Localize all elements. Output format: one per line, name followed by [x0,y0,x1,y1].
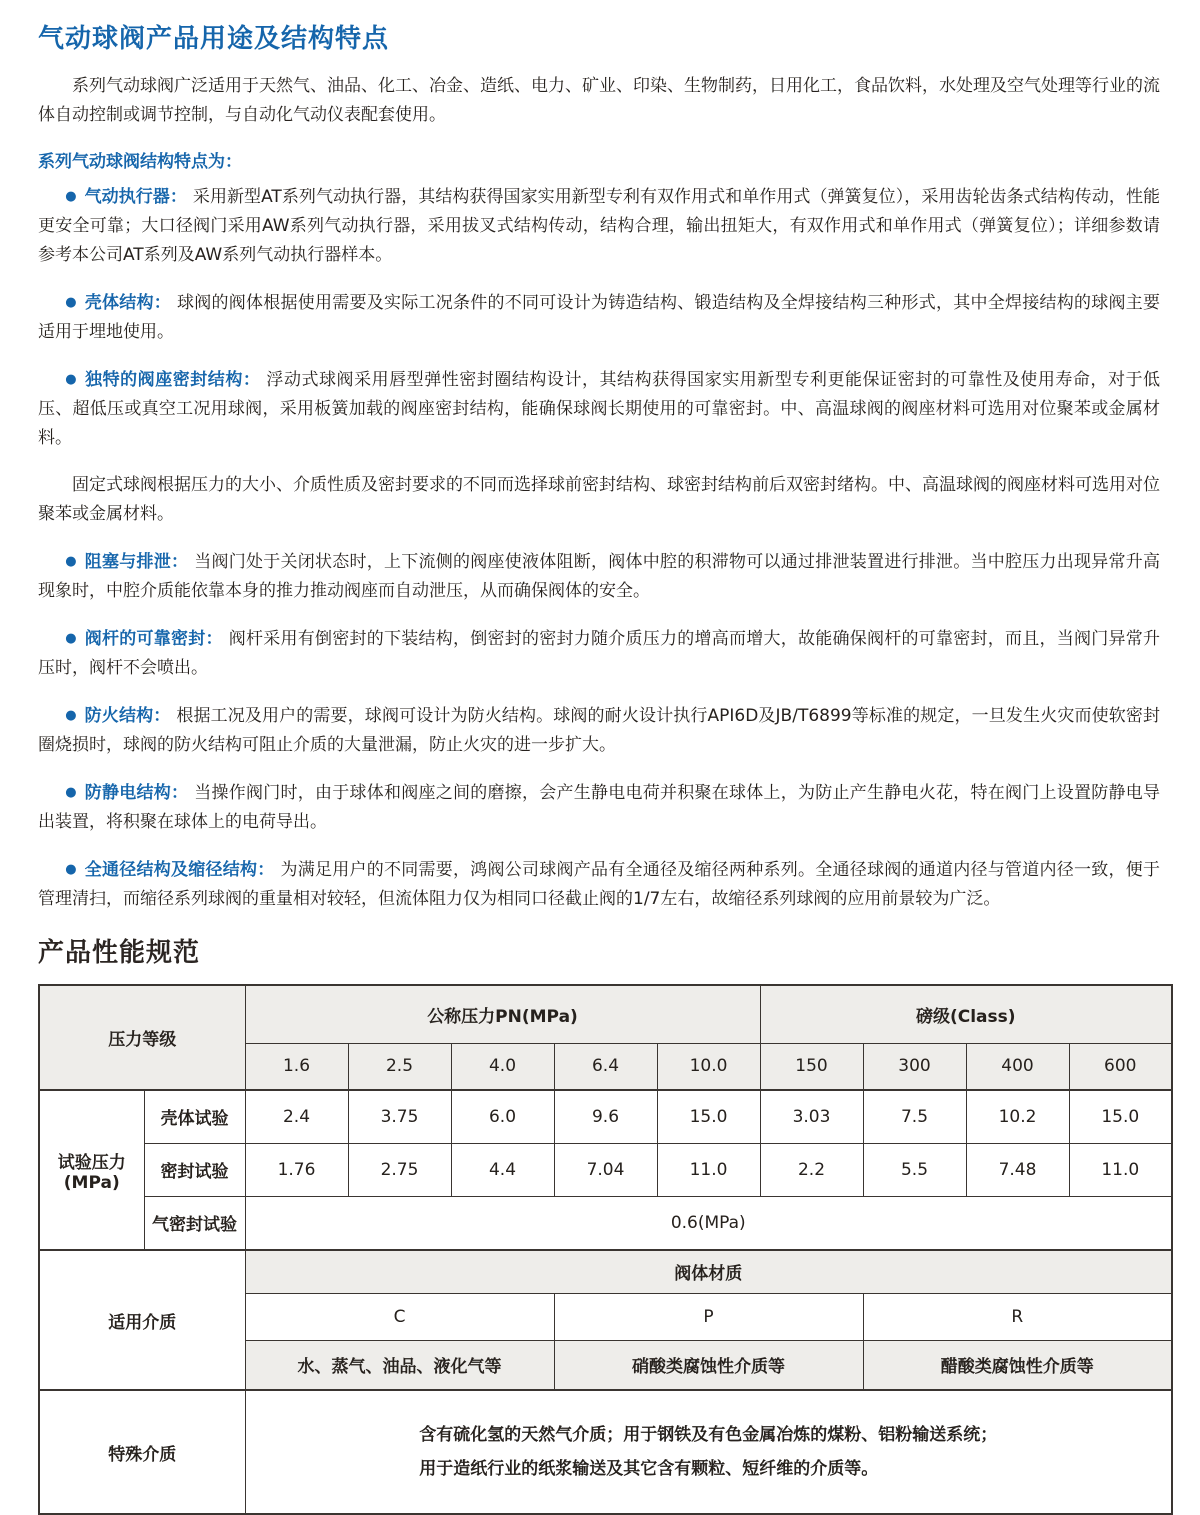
feature-text: 当操作阀门时，由于球体和阀座之间的磨擦，会产生静电电荷并积聚在球体上，为防止产生静电火花，特在阀门上设置防静电导出装置，将积聚在球体上的电荷导出。 [38,783,1161,832]
test-pressure-label-line2: (MPa) [63,1172,120,1193]
feature-label: 阻塞与排泄： [84,552,189,572]
bullet-icon: ● [65,862,77,877]
feature-text: 阀杆采用有倒密封的下装结构，倒密封的密封力随介质压力的增高而增大，故能确保阀杆的可靠密封，而且，当阀门异常升压时，阀杆不会喷出。 [38,629,1161,678]
class-header-cell: 磅级(Class) [760,985,1172,1043]
media-value-cell: 硝酸类腐蚀性介质等 [554,1340,863,1390]
test-pressure-label-line1: 试验压力 [57,1152,126,1173]
seal-test-label-cell: 密封试验 [144,1143,245,1196]
material-cell-c: C [245,1293,554,1340]
page-title: 气动球阀产品用途及结构特点 [38,24,390,54]
shell-test-value-cell: 6.0 [451,1090,554,1143]
table-row-air-seal-test [39,1196,1172,1250]
shell-test-value-cell: 2.4 [245,1090,348,1143]
material-cell-r: R [863,1293,1172,1340]
bullet-icon: ● [65,708,77,723]
shell-test-value-cell: 15.0 [1069,1090,1172,1143]
special-media-line: 含有硫化氢的天然气介质；用于钢铁及有色金属冶炼的煤粉、铝粉输送系统； [419,1425,998,1445]
shell-test-value-cell: 10.2 [966,1090,1069,1143]
class-value-cell: 400 [966,1043,1069,1090]
seal-test-value-cell: 4.4 [451,1143,554,1196]
features-heading: 系列气动球阀结构特点为： [38,152,242,172]
seal-test-value-cell: 1.76 [245,1143,348,1196]
feature-text: 采用新型AT系列气动执行器，其结构获得国家实用新型专利有双作用式和单作用式（弹簧复位），采用齿轮齿条式结构传动，性能更安全可靠；大口径阀门采用AW系列气动执行器，采用拔叉式结构传动，结构合理，输出扭矩大，有双作用式和单作用式（弹簧复位）；详细参数请参考本公司AT系列及AW系列气动执行器样本。 [38,187,1161,265]
shell-test-value-cell: 9.6 [554,1090,657,1143]
pn-value-cell: 1.6 [245,1043,348,1090]
special-media-value-cell [245,1390,1172,1514]
air-seal-test-label-cell: 气密封试验 [144,1196,245,1250]
media-value-cell: 水、蒸气、油品、液化气等 [245,1340,554,1390]
performance-spec-table [38,984,1173,1515]
class-value-cell: 150 [760,1043,863,1090]
feature-label: 壳体结构： [84,293,172,313]
shell-test-value-cell: 3.03 [760,1090,863,1143]
special-media-line: 用于造纸行业的纸浆输送及其它含有颗粒、短纤维的介质等。 [419,1459,879,1479]
pn-value-cell: 2.5 [348,1043,451,1090]
pressure-grade-header-cell: 压力等级 [39,985,245,1090]
feature-antistatic-structure [38,778,1160,837]
shell-test-value-cell: 3.75 [348,1090,451,1143]
feature-shell-structure [38,288,1160,347]
feature-label: 阀杆的可靠密封： [84,629,223,649]
bullet-icon: ● [65,372,78,387]
bullet-icon: ● [65,189,77,204]
feature-full-reduced-bore [38,855,1160,914]
body-material-header-cell: 阀体材质 [245,1250,1172,1293]
feature-text: 当阀门处于关闭状态时，上下流侧的阀座使液体阻断，阀体中腔的积滞物可以通过排泄装置进行排泄。当中腔压力出现异常升高现象时，中腔介质能依靠本身的推力推动阀座而自动泄压，从而确保阀体的安全。 [38,552,1161,601]
bullet-icon: ● [65,785,77,800]
feature-seat-seal-structure [38,365,1160,453]
bullet-icon: ● [65,631,77,646]
feature-text: 为满足用户的不同需要，鸿阀公司球阀产品有全通径及缩径两种系列。全通径球阀的通道内径与管道内径一致，便于管理清扫，而缩径系列球阀的重量相对较轻，但流体阻力仅为相同口径截止阀的1/7左右，故缩径系列球阀的应用前景较为广泛。 [38,860,1161,909]
material-cell-p: P [554,1293,863,1340]
feature-text: 根据工况及用户的需要，球阀可设计为防火结构。球阀的耐火设计执行API6D及JB/T6899等标准的规定，一旦发生火灾而使软密封圈烧损时，球阀的防火结构可阻止介质的大量泄漏，防止火灾的进一步扩大。 [38,706,1161,755]
table-row-seal-test [39,1143,1172,1196]
seal-test-value-cell: 5.5 [863,1143,966,1196]
feature-label: 全通径结构及缩径结构： [84,860,275,880]
table-row-header-groups [39,985,1172,1043]
pn-value-cell: 4.0 [451,1043,554,1090]
pn-value-cell: 10.0 [657,1043,760,1090]
shell-test-value-cell: 15.0 [657,1090,760,1143]
air-seal-test-value-cell: 0.6(MPa) [245,1196,1172,1250]
table-row-body-material-header [39,1250,1172,1293]
feature-label: 独特的阀座密封结构： [85,370,261,390]
pn-header-cell: 公称压力PN(MPa) [245,985,760,1043]
class-value-cell: 300 [863,1043,966,1090]
seal-test-value-cell: 7.48 [966,1143,1069,1196]
bullet-icon: ● [65,554,77,569]
pn-value-cell: 6.4 [554,1043,657,1090]
intro-paragraph: 系列气动球阀广泛适用于天然气、油品、化工、冶金、造纸、电力、矿业、印染、生物制药，日用化工，食品饮料，水处理及空气处理等行业的流体自动控制或调节控制，与自动化气动仪表配套使用。 [38,76,1160,125]
class-value-cell: 600 [1069,1043,1172,1090]
seal-test-value-cell: 7.04 [554,1143,657,1196]
feature-text: 浮动式球阀采用唇型弹性密封圈结构设计，其结构获得国家实用新型专利更能保证密封的可靠性及使用寿命，对于低压、超低压或真空工况用球阀，采用板簧加载的阀座密封结构，能确保球阀长期使用的可靠密封。中、高温球阀的阀座材料可选用对位聚苯或金属材料。 [38,370,1161,448]
shell-test-value-cell: 7.5 [863,1090,966,1143]
spec-section-title: 产品性能规范 [38,938,201,968]
test-pressure-label-cell [39,1090,144,1250]
feature-text: 球阀的阀体根据使用需要及实际工况条件的不同可设计为铸造结构、锻造结构及全焊接结构三种形式，其中全焊接结构的球阀主要适用于埋地使用。 [38,293,1161,342]
feature-label: 防火结构： [84,706,171,726]
table-row-shell-test [39,1090,1172,1143]
feature-stem-seal [38,624,1160,683]
table-row-special-media [39,1390,1172,1514]
special-media-label-cell: 特殊介质 [39,1390,245,1514]
feature-fireproof-structure [38,701,1160,760]
feature-block-and-drain [38,547,1160,606]
feature-label: 气动执行器： [84,187,187,207]
seal-test-value-cell: 2.75 [348,1143,451,1196]
seal-test-value-cell: 11.0 [1069,1143,1172,1196]
feature-label: 防静电结构： [84,783,189,803]
media-value-cell: 醋酸类腐蚀性介质等 [863,1340,1172,1390]
seal-test-value-cell: 11.0 [657,1143,760,1196]
special-media-text [419,1418,997,1486]
fixed-ball-valve-paragraph: 固定式球阀根据压力的大小、介质性质及密封要求的不同而选择球前密封结构、球密封结构前后双密封绪构。中、高温球阀的阀座材料可选用对位聚苯或金属材料。 [38,475,1160,524]
bullet-icon: ● [65,295,77,310]
media-label-cell: 适用介质 [39,1250,245,1390]
shell-test-label-cell: 壳体试验 [144,1090,245,1143]
seal-test-value-cell: 2.2 [760,1143,863,1196]
feature-pneumatic-actuator [38,182,1160,270]
